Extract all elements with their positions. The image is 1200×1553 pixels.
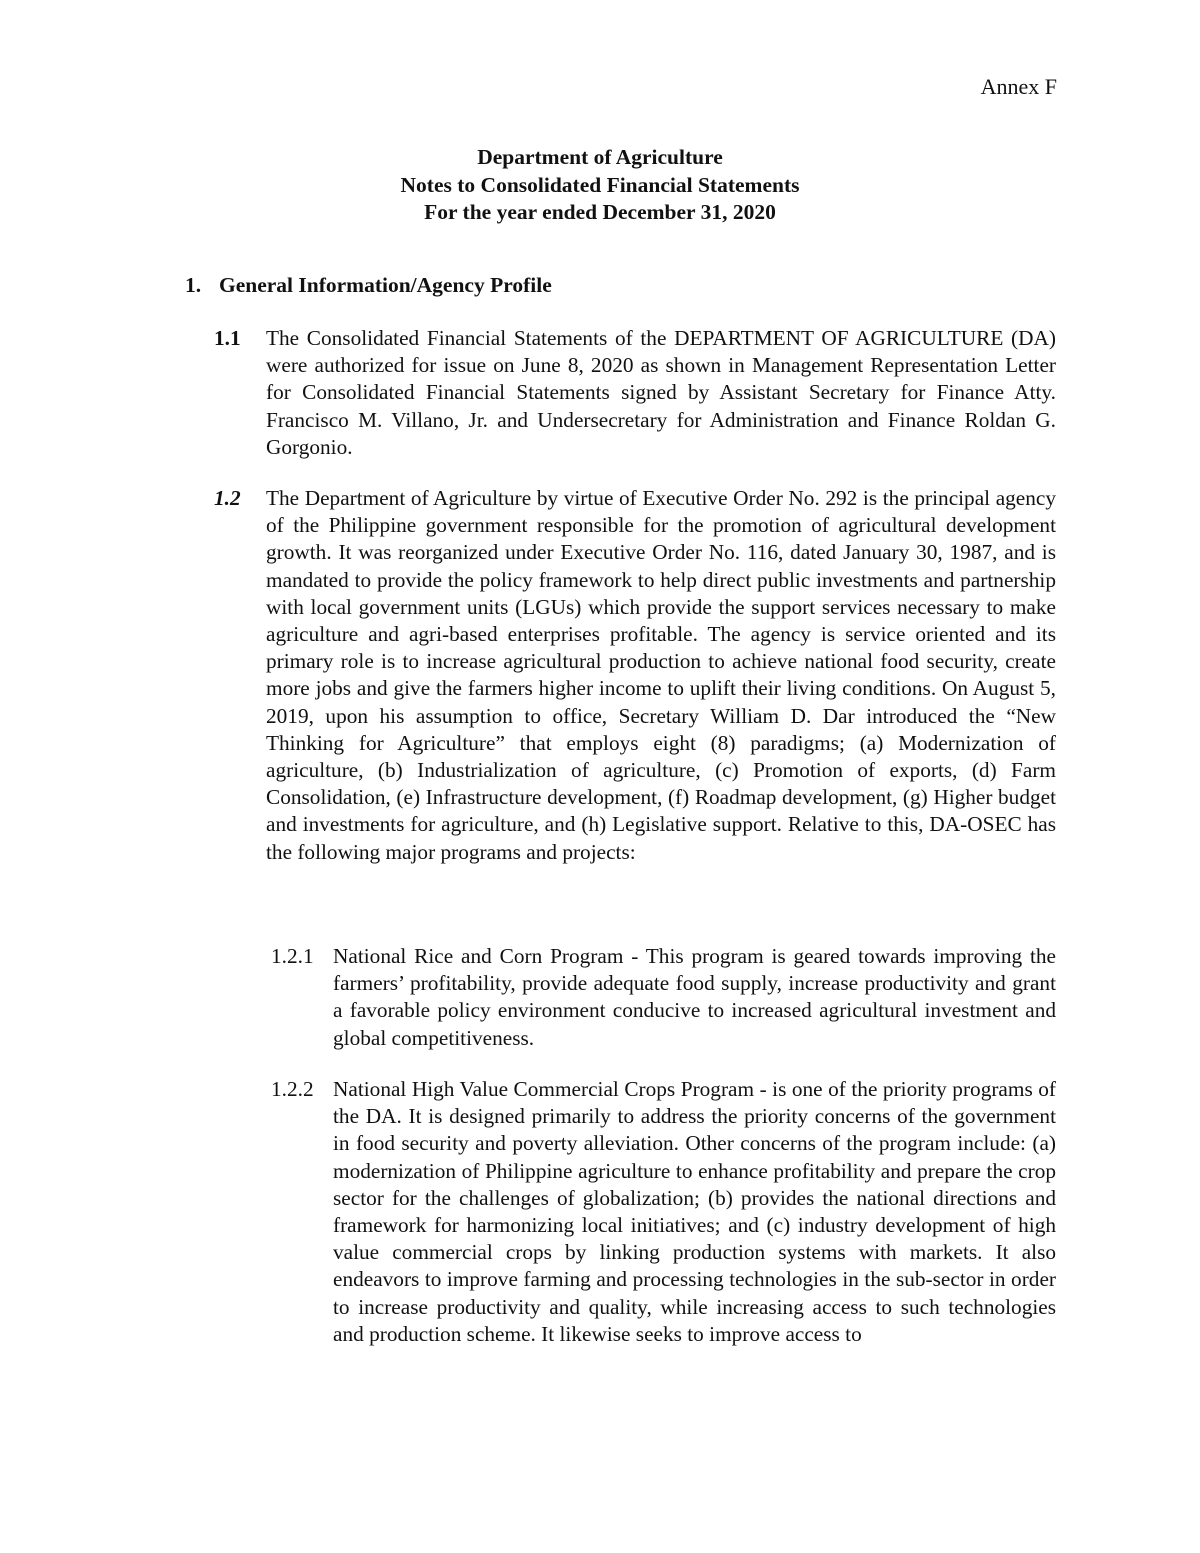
title-statement: Notes to Consolidated Financial Statements	[400, 172, 800, 197]
title-period: For the year ended December 31, 2020	[424, 200, 776, 224]
paragraph-1-2-2	[271, 1076, 1056, 1348]
paragraph-text: The Department of Agriculture by virtue of Executive Order No. 292 is the principal agency of the Philippine government responsible for the promotion of agricultural development growth. It was reorganized under Executive Order No. 116, dated January 30, 1987, and is mandated to provide the policy framework to help direct public investments and partnership with local government units (LGUs) which provide the support services necessary to make agriculture and agri-based enterprises profitable. The agency is service oriented and its primary role is to increase agricultural production to achieve national food security, create more jobs and give the farmers higher income to uplift their living conditions. On August 5, 2019, upon his assumption to office, Secretary William D. Dar introduced the “New Thinking for Agriculture” that employs eight (8) paradigms; (a) Modernization of agriculture, (b) Industrialization of agriculture, (c) Promotion of exports, (d) Farm Consolidation, (e) Infrastructure development, (f) Roadmap development, (g) Higher budget and investments for agriculture, and (h) Legislative support. Relative to this, DA-OSEC has the following major programs and projects:	[266, 486, 1056, 864]
annex-label: Annex F	[980, 74, 1057, 99]
paragraph-marker: 1.2.2	[271, 1077, 314, 1101]
paragraph-text: National Rice and Corn Program - This program is geared towards improving the farmers’ profitability, provide adequate food supply, increase productivity and grant a favorable policy environment conducive to increased agricultural investment and global competitiveness.	[333, 944, 1056, 1050]
paragraph-marker: 1.2	[214, 486, 241, 510]
paragraph-marker: 1.2.1	[271, 944, 314, 968]
section-heading-general-information	[185, 273, 552, 298]
document-title-block	[0, 144, 1200, 227]
section-number: 1.	[185, 273, 202, 297]
paragraph-1-2	[214, 485, 1056, 866]
title-agency: Department of Agriculture	[477, 145, 723, 169]
paragraph-text: The Consolidated Financial Statements of the DEPARTMENT OF AGRICULTURE (DA) were authorized for issue on June 8, 2020 as shown in Management Representation Letter for Consolidated Financial Statements signed by Assistant Secretary for Finance Atty. Francisco M. Villano, Jr. and Undersecretary for Administration and Finance Roldan G. Gorgonio.	[266, 326, 1056, 459]
paragraph-1-2-1	[271, 943, 1056, 1052]
paragraph-marker: 1.1	[214, 326, 241, 350]
paragraph-1-1	[214, 325, 1056, 461]
section-title: General Information/Agency Profile	[219, 273, 552, 297]
paragraph-text: National High Value Commercial Crops Program - is one of the priority programs of the DA. It is designed primarily to address the priority concerns of the government in food security and poverty alleviation. Other concerns of the program include: (a) modernization of Philippine agriculture to enhance profitability and prepare the crop sector for the challenges of globalization; (b) provides the national directions and framework for harmonizing local initiatives; and (c) industry development of high value commercial crops by linking production systems with markets. It also endeavors to improve farming and processing technologies in the sub-sector in order to increase productivity and quality, while increasing access to such technologies and production scheme. It likewise seeks to improve access to	[333, 1077, 1056, 1346]
